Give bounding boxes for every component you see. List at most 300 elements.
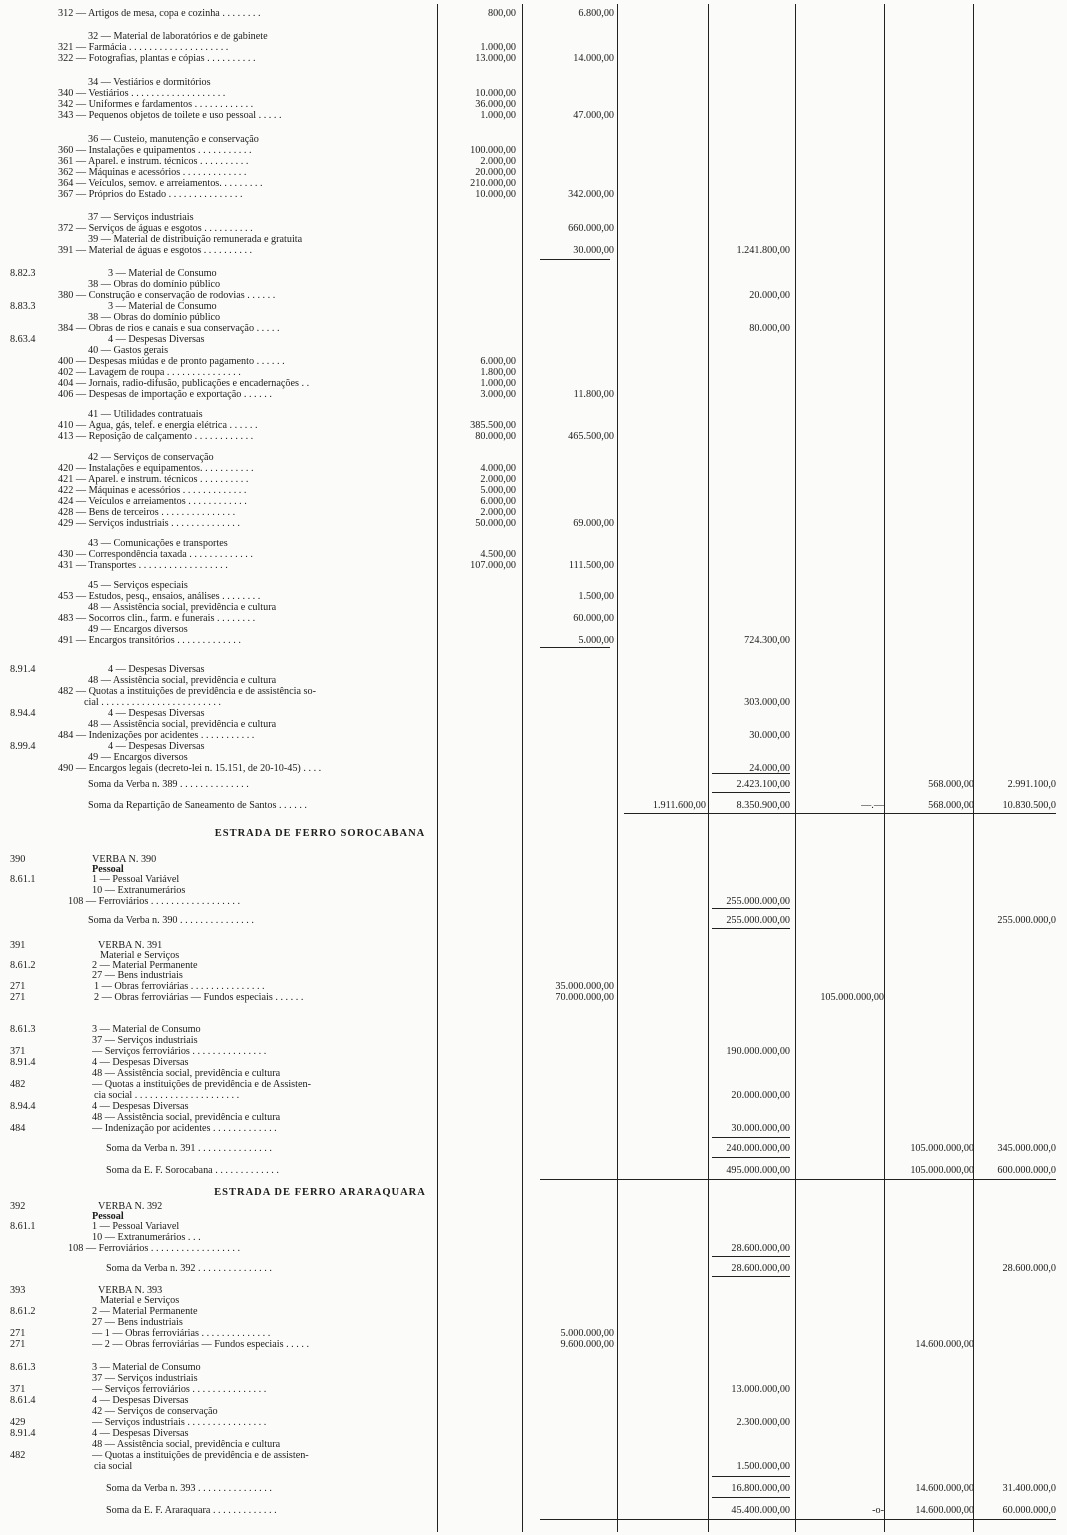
amount-c7: 28.600.000,0 — [1002, 1263, 1056, 1274]
table-row — [0, 1263, 1067, 1274]
item-label: VERBA N. 393 — [98, 1285, 163, 1296]
item-label: 361 — Aparel. e instrum. técnicos . . . . . . . . . . — [58, 156, 249, 167]
table-row — [0, 268, 1067, 279]
item-label: 48 — Assistência social, previdência e cultura — [88, 719, 277, 730]
table-row — [0, 496, 1067, 507]
table-row — [0, 708, 1067, 719]
classification-code: 8.91.4 — [10, 664, 36, 675]
table-row — [0, 99, 1067, 110]
item-label: 37 — Serviços industriais — [92, 1035, 198, 1046]
amount-c4: 80.000,00 — [749, 323, 790, 334]
amount-c1: 6.000,00 — [480, 496, 516, 507]
table-row — [0, 323, 1067, 334]
amount-c6: 105.000.000,00 — [910, 1143, 974, 1154]
item-label: Soma da Verba n. 393 . . . . . . . . . . . . . . . — [106, 1483, 272, 1494]
item-label: 4 — Despesas Diversas — [92, 1057, 189, 1068]
amount-c4: 1.500.000,00 — [736, 1461, 790, 1472]
amount-c1: 107.000,00 — [470, 560, 516, 571]
amount-c6: 568.000,00 — [928, 779, 974, 790]
amount-c2: 47.000,00 — [573, 110, 614, 121]
table-row — [0, 779, 1067, 790]
total-rule — [624, 813, 1056, 814]
classification-code: 8.61.3 — [10, 1024, 36, 1035]
table-row — [0, 1328, 1067, 1339]
item-label: 431 — Transportes . . . . . . . . . . . . . . . . . . — [58, 560, 228, 571]
amount-c1: 6.000,00 — [480, 356, 516, 367]
amount-c2: 14.000,00 — [573, 53, 614, 64]
classification-code: 8.63.4 — [10, 334, 36, 345]
item-label: — Serviços ferroviários . . . . . . . . . . . . . . . — [92, 1384, 267, 1395]
item-label: 37 — Serviços industriais — [92, 1373, 198, 1384]
amount-c4: 2.423.100,00 — [736, 779, 790, 790]
item-label: 413 — Reposição de calçamento . . . . . . . . . . . . — [58, 431, 254, 442]
item-label: Material e Serviços — [100, 950, 180, 961]
total-rule — [712, 1476, 790, 1477]
item-label: 4 — Despesas Diversas — [92, 1101, 189, 1112]
table-row — [0, 1123, 1067, 1134]
table-row — [0, 212, 1067, 223]
amount-c4: 30.000,00 — [749, 730, 790, 741]
table-row — [0, 1384, 1067, 1395]
amount-c7: 255.000.000,0 — [997, 915, 1056, 926]
amount-c4: 16.800.000,00 — [731, 1483, 790, 1494]
classification-code: 8.83.3 — [10, 301, 36, 312]
amount-c1: 1.000,00 — [480, 378, 516, 389]
item-label: — Indenização por acidentes . . . . . . . . . . . . . — [92, 1123, 277, 1134]
item-label: Material e Serviços — [100, 1295, 180, 1306]
amount-c1: 36.000,00 — [475, 99, 516, 110]
amount-c2: 660.000,00 — [568, 223, 614, 234]
amount-c4: 255.000.000,00 — [726, 915, 790, 926]
item-label: VERBA N. 391 — [98, 940, 163, 951]
classification-code: 271 — [10, 992, 26, 1003]
item-label: 1 — Pessoal Variavel — [92, 1221, 180, 1232]
item-label: cia social — [94, 1461, 133, 1472]
classification-code: 391 — [10, 940, 26, 951]
table-row — [0, 1232, 1067, 1243]
table-row — [0, 409, 1067, 420]
item-label: 1 — Pessoal Variável — [92, 874, 180, 885]
table-row — [0, 378, 1067, 389]
amount-c2: 11.800,00 — [573, 389, 614, 400]
item-label: 391 — Material de águas e esgotos . . . . . . . . . . — [58, 245, 253, 256]
item-label: Soma da Verba n. 389 . . . . . . . . . . . . . . — [88, 779, 249, 790]
item-label: 483 — Socorros clin., farm. e funerais . . . . . . . . — [58, 613, 256, 624]
item-label: 424 — Veículos e arreiamentos . . . . . . . . . . . . — [58, 496, 247, 507]
table-row — [0, 77, 1067, 88]
item-label: 3 — Material de Consumo — [92, 1362, 201, 1373]
classification-code: 371 — [10, 1384, 26, 1395]
classification-code: 8.61.2 — [10, 960, 36, 971]
table-row — [0, 719, 1067, 730]
table-row — [0, 896, 1067, 907]
table-row — [0, 992, 1067, 1003]
amount-c1: 10.000,00 — [475, 189, 516, 200]
amount-c1: 2.000,00 — [480, 474, 516, 485]
table-row — [0, 915, 1067, 926]
table-row — [0, 1024, 1067, 1035]
item-label: — 1 — Obras ferroviárias . . . . . . . . . . . . . . — [92, 1328, 271, 1339]
amount-c4: 20.000,00 — [749, 290, 790, 301]
amount-c1: 1.000,00 — [480, 42, 516, 53]
item-label: 108 — Ferroviários . . . . . . . . . . . . . . . . . . — [68, 1243, 241, 1254]
total-rule — [712, 908, 790, 909]
amount-c5: —.— — [861, 800, 884, 811]
amount-c7: 60.000.000,0 — [1002, 1505, 1056, 1516]
item-label: 380 — Construção e conservação de rodovias . . . . . . — [58, 290, 276, 301]
total-rule — [712, 1157, 790, 1158]
amount-c2: 30.000,00 — [573, 245, 614, 256]
table-row — [0, 463, 1067, 474]
table-row — [0, 1143, 1067, 1154]
item-label: 49 — Encargos diversos — [88, 624, 188, 635]
item-label: Soma da Verba n. 392 . . . . . . . . . . . . . . . — [106, 1263, 272, 1274]
item-label: 38 — Obras do domínio público — [88, 279, 221, 290]
item-label: 340 — Vestiários . . . . . . . . . . . . . . . . . . . — [58, 88, 226, 99]
table-row — [0, 1483, 1067, 1494]
item-label: 37 — Serviços industriais — [88, 212, 194, 223]
table-row — [0, 245, 1067, 256]
total-rule — [712, 1256, 790, 1257]
classification-code: 271 — [10, 1328, 26, 1339]
item-label: 4 — Despesas Diversas — [108, 664, 205, 675]
item-label: 491 — Encargos transitórios . . . . . . . . . . . . . — [58, 635, 241, 646]
amount-c1: 210.000,00 — [470, 178, 516, 189]
amount-c1: 385.500,00 — [470, 420, 516, 431]
amount-c4: 8.350.900,00 — [736, 800, 790, 811]
amount-c2: 60.000,00 — [573, 613, 614, 624]
table-row — [0, 675, 1067, 686]
section-heading: ESTRADA DE FERRO SOROCABANA — [214, 828, 426, 839]
amount-c2: 69.000,00 — [573, 518, 614, 529]
item-label: 2 — Obras ferroviárias — Fundos especiais . . . . . . — [94, 992, 304, 1003]
item-label: 3 — Material de Consumo — [108, 268, 217, 279]
table-row — [0, 635, 1067, 646]
amount-c1: 1.000,00 — [480, 110, 516, 121]
item-label: 10 — Extranumerários — [92, 885, 186, 896]
amount-c2: 5.000,00 — [578, 635, 614, 646]
classification-code: 371 — [10, 1046, 26, 1057]
item-label: 421 — Aparel. e instrum. técnicos . . . . . . . . . . — [58, 474, 249, 485]
item-label: 49 — Encargos diversos — [88, 752, 188, 763]
item-label: Pessoal — [92, 864, 124, 875]
amount-c3: 1.911.600,00 — [652, 800, 706, 811]
item-label: 42 — Serviços de conservação — [92, 1406, 218, 1417]
total-rule — [540, 1179, 1056, 1180]
amount-c4: 1.241.800,00 — [736, 245, 790, 256]
item-label: 362 — Máquinas e acessórios . . . . . . . . . . . . . — [58, 167, 247, 178]
table-row — [0, 279, 1067, 290]
table-row — [0, 1101, 1067, 1112]
classification-code: 393 — [10, 1285, 26, 1296]
table-row — [0, 730, 1067, 741]
table-row — [0, 1046, 1067, 1057]
item-label: 406 — Despesas de importação e exportação . . . . . . — [58, 389, 272, 400]
table-row — [0, 1057, 1067, 1068]
classification-code: 8.91.4 — [10, 1428, 36, 1439]
table-row — [0, 290, 1067, 301]
item-label: cial . . . . . . . . . . . . . . . . . . . . . . . . — [84, 697, 221, 708]
item-label: 4 — Despesas Diversas — [92, 1428, 189, 1439]
total-rule — [540, 647, 610, 648]
item-label: 108 — Ferroviários . . . . . . . . . . . . . . . . . . — [68, 896, 241, 907]
table-row — [0, 1406, 1067, 1417]
amount-c6: 14.600.000,00 — [915, 1339, 974, 1350]
table-row — [0, 156, 1067, 167]
amount-c4: 45.400.000,00 — [731, 1505, 790, 1516]
item-label: 3 — Material de Consumo — [108, 301, 217, 312]
table-row — [0, 145, 1067, 156]
table-row — [0, 560, 1067, 571]
table-row — [0, 752, 1067, 763]
table-row — [0, 1306, 1067, 1317]
item-label: 36 — Custeio, manutenção e conservação — [88, 134, 259, 145]
table-row — [0, 110, 1067, 121]
table-row — [0, 431, 1067, 442]
classification-code: 8.61.1 — [10, 874, 36, 885]
table-row — [0, 885, 1067, 896]
amount-c7: 10.830.500,0 — [1002, 800, 1056, 811]
amount-c2: 5.000.000,00 — [560, 1328, 614, 1339]
table-row — [0, 389, 1067, 400]
item-label: 2 — Material Permanente — [92, 1306, 198, 1317]
item-label: Pessoal — [92, 1211, 124, 1222]
section-heading: ESTRADA DE FERRO ARARAQUARA — [214, 1187, 426, 1198]
classification-code: 482 — [10, 1450, 26, 1461]
amount-c4: 303.000,00 — [744, 697, 790, 708]
table-row — [0, 53, 1067, 64]
total-rule — [540, 259, 610, 260]
classification-code: 271 — [10, 981, 26, 992]
item-label: 343 — Pequenos objetos de toilete e uso pessoal . . . . . — [58, 110, 282, 121]
item-label: 48 — Assistência social, previdência e cultura — [88, 602, 277, 613]
table-row — [0, 697, 1067, 708]
table-row — [0, 538, 1067, 549]
classification-code: 8.99.4 — [10, 741, 36, 752]
amount-c1: 80.000,00 — [475, 431, 516, 442]
table-row — [0, 874, 1067, 885]
amount-c7: 345.000.000,0 — [997, 1143, 1056, 1154]
total-rule — [712, 792, 790, 793]
table-row — [0, 178, 1067, 189]
table-row — [0, 1221, 1067, 1232]
table-row — [0, 334, 1067, 345]
classification-code: 482 — [10, 1079, 26, 1090]
amount-c2: 70.000.000,00 — [555, 992, 614, 1003]
amount-c1: 13.000,00 — [475, 53, 516, 64]
amount-c6: 105.000.000,00 — [910, 1165, 974, 1176]
table-row — [0, 518, 1067, 529]
item-label: 364 — Veículos, semov. e arreiamentos. . . . . . . . . — [58, 178, 263, 189]
amount-c7: 31.400.000,0 — [1002, 1483, 1056, 1494]
item-label: Soma da E. F. Araraquara . . . . . . . . . . . . . — [106, 1505, 277, 1516]
item-label: 322 — Fotografias, plantas e cópias . . . . . . . . . . — [58, 53, 256, 64]
amount-c4: 255.000.000,00 — [726, 896, 790, 907]
table-row — [0, 981, 1067, 992]
amount-c2: 111.500,00 — [568, 560, 614, 571]
total-rule — [540, 1519, 1056, 1520]
classification-code: 390 — [10, 854, 26, 865]
table-row — [0, 1165, 1067, 1176]
amount-c4: 495.000.000,00 — [726, 1165, 790, 1176]
classification-code: 8.61.4 — [10, 1395, 36, 1406]
amount-c4: 28.600.000,00 — [731, 1243, 790, 1254]
classification-code: 8.61.2 — [10, 1306, 36, 1317]
amount-c4: 28.600.000,00 — [731, 1263, 790, 1274]
item-label: 400 — Despesas miúdas e de pronto pagamento . . . . . . — [58, 356, 285, 367]
amount-c4: 24.000,00 — [749, 763, 790, 774]
total-rule — [712, 1276, 790, 1277]
item-label: 367 — Próprios do Estado . . . . . . . . . . . . . . . — [58, 189, 243, 200]
amount-c1: 1.800,00 — [480, 367, 516, 378]
table-row — [0, 763, 1067, 774]
table-row — [0, 1079, 1067, 1090]
total-rule — [712, 1497, 790, 1498]
amount-c1: 5.000,00 — [480, 485, 516, 496]
amount-c1: 100.000,00 — [470, 145, 516, 156]
item-label: 428 — Bens de terceiros . . . . . . . . . . . . . . . — [58, 507, 236, 518]
table-row — [0, 1068, 1067, 1079]
table-row — [0, 345, 1067, 356]
item-label: cia social . . . . . . . . . . . . . . . . . . . . . — [94, 1090, 240, 1101]
table-row — [0, 223, 1067, 234]
amount-c1: 3.000,00 — [480, 389, 516, 400]
item-label: 43 — Comunicações e transportes — [88, 538, 228, 549]
amount-c2: 1.500,00 — [578, 591, 614, 602]
item-label: 10 — Extranumerários . . . — [92, 1232, 201, 1243]
classification-code: 8.61.3 — [10, 1362, 36, 1373]
item-label: 4 — Despesas Diversas — [108, 708, 205, 719]
item-label: VERBA N. 390 — [92, 854, 157, 865]
item-label: 420 — Instalações e equipamentos. . . . . . . . . . . — [58, 463, 254, 474]
table-row — [0, 485, 1067, 496]
item-label: 48 — Assistência social, previdência e cultura — [88, 675, 277, 686]
amount-c1: 2.000,00 — [480, 156, 516, 167]
amount-c4: 2.300.000,00 — [736, 1417, 790, 1428]
table-row — [0, 1112, 1067, 1123]
table-row — [0, 8, 1067, 19]
table-row — [0, 1417, 1067, 1428]
table-row — [0, 367, 1067, 378]
amount-c1: 800,00 — [487, 8, 516, 19]
item-label: 360 — Instalações e quipamentos . . . . . . . . . . . — [58, 145, 252, 156]
table-row — [0, 31, 1067, 42]
table-row — [0, 1505, 1067, 1516]
item-label: 372 — Serviços de águas e esgotos . . . . . . . . . . — [58, 223, 253, 234]
item-label: 34 — Vestiários e dormitórios — [88, 77, 211, 88]
item-label: 38 — Obras do domínio público — [88, 312, 221, 323]
classification-code: 8.94.4 — [10, 1101, 36, 1112]
item-label: Soma da Verba n. 390 . . . . . . . . . . . . . . . — [88, 915, 254, 926]
classification-code: 484 — [10, 1123, 26, 1134]
amount-c1: 50.000,00 — [475, 518, 516, 529]
total-rule — [712, 928, 790, 929]
table-row — [0, 1317, 1067, 1328]
table-row — [0, 189, 1067, 200]
table-row — [0, 1035, 1067, 1046]
table-row — [0, 474, 1067, 485]
item-label: 482 — Quotas a instituições de previdência e de assistência so- — [58, 686, 317, 697]
table-row — [0, 970, 1067, 981]
item-label: — Serviços ferroviários . . . . . . . . . . . . . . . — [92, 1046, 267, 1057]
table-row — [0, 1090, 1067, 1101]
amount-c5: -o- — [872, 1505, 884, 1516]
table-row — [0, 42, 1067, 53]
item-label: 342 — Uniformes e fardamentos . . . . . . . . . . . . — [58, 99, 254, 110]
table-row — [0, 420, 1067, 431]
table-row — [0, 624, 1067, 635]
item-label: 40 — Gastos gerais — [88, 345, 169, 356]
item-label: 32 — Material de laboratórios e de gabinete — [88, 31, 268, 42]
amount-c6: 14.600.000,00 — [915, 1483, 974, 1494]
amount-c1: 2.000,00 — [480, 507, 516, 518]
item-label: 27 — Bens industriais — [92, 1317, 183, 1328]
item-label: 3 — Material de Consumo — [92, 1024, 201, 1035]
table-row — [0, 134, 1067, 145]
table-row — [0, 234, 1067, 245]
item-label: 402 — Lavagem de roupa . . . . . . . . . . . . . . . — [58, 367, 241, 378]
item-label: 404 — Jornais, radio-difusão, publicações e encadernações . . — [58, 378, 310, 389]
classification-code: 392 — [10, 1201, 26, 1212]
table-row — [0, 1339, 1067, 1350]
classification-code: 271 — [10, 1339, 26, 1350]
item-label: — Quotas a instituições de previdência e de assisten- — [92, 1450, 309, 1461]
amount-c6: 568.000,00 — [928, 800, 974, 811]
classification-code: 8.61.1 — [10, 1221, 36, 1232]
table-row — [0, 580, 1067, 591]
item-label: 384 — Obras de rios e canais e sua conservação . . . . . — [58, 323, 280, 334]
amount-c6: 14.600.000,00 — [915, 1505, 974, 1516]
table-row — [0, 301, 1067, 312]
amount-c1: 20.000,00 — [475, 167, 516, 178]
item-label: 39 — Material de distribuição remunerada e gratuita — [88, 234, 303, 245]
item-label: 27 — Bens industriais — [92, 970, 183, 981]
table-row — [0, 356, 1067, 367]
table-row — [0, 549, 1067, 560]
amount-c1: 10.000,00 — [475, 88, 516, 99]
table-row — [0, 1461, 1067, 1472]
table-row — [0, 602, 1067, 613]
item-label: 422 — Máquinas e acessórios . . . . . . . . . . . . . — [58, 485, 247, 496]
table-row — [0, 613, 1067, 624]
table-row — [0, 1373, 1067, 1384]
item-label: 312 — Artigos de mesa, copa e cozinha . . . . . . . . — [58, 8, 261, 19]
item-label: Soma da Repartição de Saneamento de Santos . . . . . . — [88, 800, 307, 811]
item-label: 410 — Água, gás, telef. e energia elétrica . . . . . . — [58, 420, 258, 431]
amount-c7: 600.000.000,0 — [997, 1165, 1056, 1176]
amount-c4: 190.000.000,00 — [726, 1046, 790, 1057]
item-label: 453 — Estudos, pesq., ensaios, análises . . . . . . . . — [58, 591, 261, 602]
amount-c5: 105.000.000,00 — [820, 992, 884, 1003]
item-label: 48 — Assistência social, previdência e cultura — [92, 1112, 281, 1123]
table-row — [0, 1439, 1067, 1450]
amount-c4: 240.000.000,00 — [726, 1143, 790, 1154]
classification-code: 8.91.4 — [10, 1057, 36, 1068]
amount-c4: 20.000.000,00 — [731, 1090, 790, 1101]
classification-code: 8.82.3 — [10, 268, 36, 279]
amount-c7: 2.991.100,0 — [1007, 779, 1056, 790]
amount-c4: 30.000.000,00 — [731, 1123, 790, 1134]
table-row — [0, 167, 1067, 178]
amount-c4: 724.300,00 — [744, 635, 790, 646]
amount-c1: 4.000,00 — [480, 463, 516, 474]
classification-code: 8.94.4 — [10, 708, 36, 719]
table-row — [0, 312, 1067, 323]
amount-c1: 4.500,00 — [480, 549, 516, 560]
item-label: VERBA N. 392 — [98, 1201, 163, 1212]
item-label: — Quotas a instituições de previdência e de Assisten- — [92, 1079, 311, 1090]
table-row — [0, 1295, 1067, 1306]
